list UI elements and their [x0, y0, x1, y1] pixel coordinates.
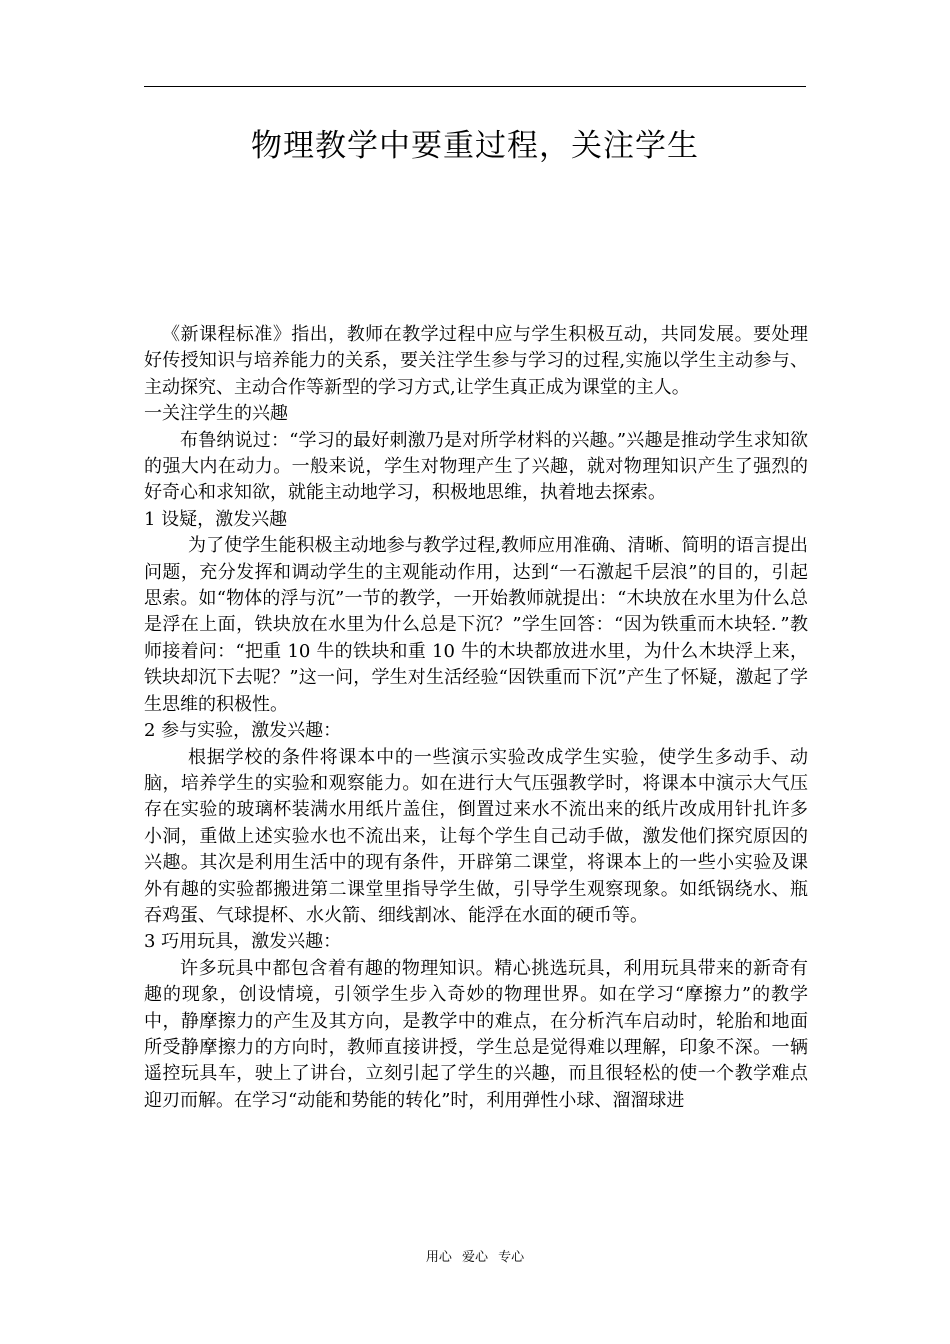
subsection-paragraph-experiments: 根据学校的条件将课本中的一些演示实验改成学生实验，使学生多动手、动脑，培养学生的实验和观察能力。如在进行大气压强教学时，将课本中演示大气压存在实验的玻璃杯装满水用纸片盖住，倒置过来水不流出来的纸片改成用针扎许多小洞，重做上述实验水也不流出来，让每个学生自己动手做，激发他们探究原因的兴趣。其次是利用生活中的现有条件，开辟第二课堂，将课本上的一些小实验及课外有趣的实验都搬进第二课堂里指导学生做，引导学生观察现象。如纸锅绕水、瓶吞鸡蛋、气球提杯、水火箭、细线割冰、能浮在水面的硬币等。	[144, 746, 808, 926]
document-title: 物理教学中要重过程，关注学生	[251, 128, 699, 164]
document-body	[144, 322, 808, 1114]
subsection-paragraph-questioning: 为了使学生能积极主动地参与教学过程,教师应用准确、清晰、简明的语言提出问题，充分发挥和调动学生的主观能动作用，达到“一石激起千层浪”的目的，引起思索。如“物体的浮与沉”一节的教学，一开始教师就提出：“木块放在水里为什么总是浮在上面，铁块放在水里为什么总是下沉？”学生回答：“因为铁重而木块轻．”教师接着问：“把重 10 牛的铁块和重 10 牛的木块都放进水里，为什么木块浮上来，铁块却沉下去呢？”这一问，学生对生活经验“因铁重而下沉”产生了怀疑，激起了学生思维的积极性。	[144, 535, 808, 715]
section-paragraph-interest: 布鲁纳说过：“学习的最好刺激乃是对所学材料的兴趣。”兴趣是推动学生求知欲的强大内在动力。一般来说，学生对物理产生了兴趣，就对物理知识产生了强烈的好奇心和求知欲，就能主动地学习，积极地思维，执着地去探索。	[144, 429, 808, 504]
subsection-heading-toys: 3 巧用玩具，激发兴趣：	[144, 931, 342, 953]
page-footer: 用心 爱心 专心	[425, 1250, 525, 1265]
subsection-paragraph-toys: 许多玩具中都包含着有趣的物理知识。精心挑选玩具，利用玩具带来的新奇有趣的现象，创设情境，引领学生步入奇妙的物理世界。如在学习“摩擦力”的教学中，静摩擦力的产生及其方向，是教学中的难点，在分析汽车启动时，轮胎和地面所受静摩擦力的方向时，教师直接讲授，学生总是觉得难以理解，印象不深。一辆遥控玩具车，驶上了讲台，立刻引起了学生的兴趣，而且很轻松的使一个教学难点迎刃而解。在学习“动能和势能的转化”时，利用弹性小球、溜溜球进	[144, 957, 808, 1111]
intro-paragraph: 《新课程标准》指出，教师在教学过程中应与学生积极互动，共同发展。要处理好传授知识与培养能力的关系，要关注学生参与学习的过程,实施以学生主动参与、主动探究、主动合作等新型的学习方式,让学生真正成为课堂的主人。	[144, 324, 808, 398]
header-rule	[144, 86, 806, 87]
section-heading-interest: 一关注学生的兴趣	[144, 403, 288, 425]
subsection-heading-experiments: 2 参与实验，激发兴趣：	[144, 720, 342, 742]
subsection-heading-questioning: 1 设疑，激发兴趣	[144, 508, 288, 530]
